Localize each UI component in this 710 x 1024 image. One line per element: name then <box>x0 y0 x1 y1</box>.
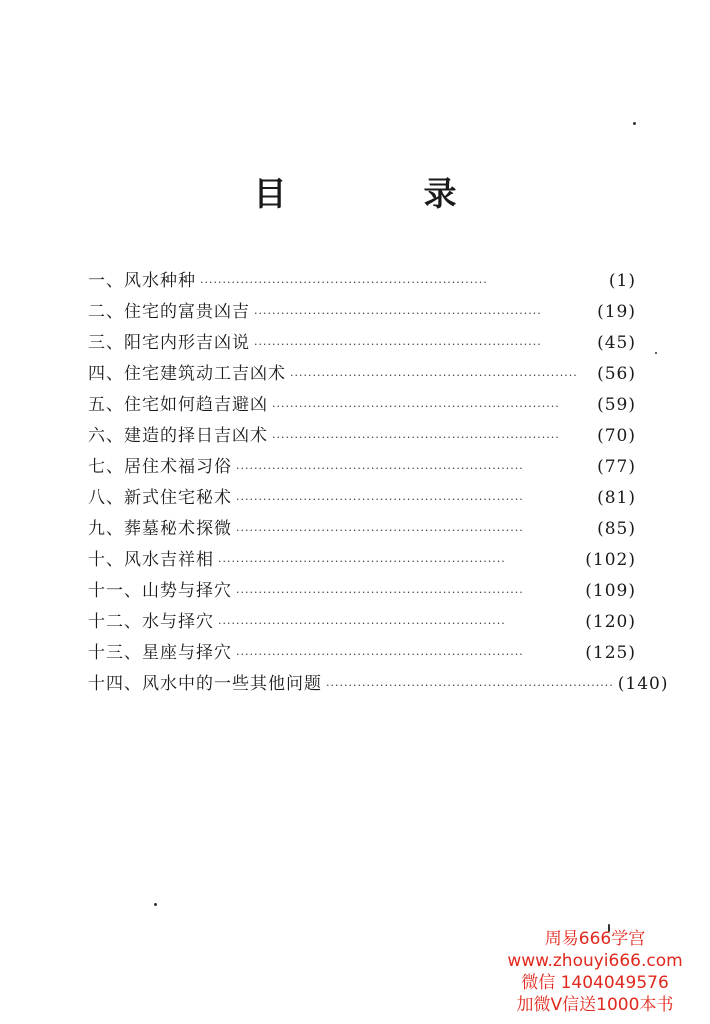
toc-entry-label: 一、风水种种 <box>88 271 196 291</box>
toc-entry-page: (85) <box>597 519 636 539</box>
dot-leader: ································································ <box>272 431 560 444</box>
toc-entry-label: 三、阳宅内形吉凶说 <box>88 333 250 353</box>
dot-leader: ································································ <box>326 679 614 692</box>
dot-leader: ································································ <box>254 338 542 351</box>
toc-entry-page: (1) <box>608 271 636 291</box>
toc-entry-page: (102) <box>585 550 636 570</box>
watermark-url: www.zhouyi666.com <box>507 951 683 971</box>
toc-entry-label: 十二、水与择穴 <box>88 612 214 632</box>
toc-entry-label: 九、葬墓秘术探微 <box>88 519 232 539</box>
dot-leader: ································································ <box>290 369 578 382</box>
toc-entry-label: 六、建造的择日吉凶术 <box>88 426 268 446</box>
dot-leader: ································································ <box>236 462 524 475</box>
toc-entry[interactable] <box>88 297 636 328</box>
toc-entry[interactable] <box>88 576 636 607</box>
watermark-line: 微信 1404049576 <box>521 973 669 993</box>
toc-entry[interactable] <box>88 545 636 576</box>
toc-entry[interactable] <box>88 359 636 390</box>
toc-entry[interactable] <box>88 483 636 514</box>
toc-entry-page: (56) <box>597 364 636 384</box>
toc-entry[interactable] <box>88 514 636 545</box>
toc-entry-page: (59) <box>597 395 636 415</box>
dot-leader: ································································ <box>254 307 542 320</box>
page-title: 目 录 <box>253 174 509 213</box>
toc-entry[interactable] <box>88 452 636 483</box>
toc-entry-label: 八、新式住宅秘术 <box>88 488 232 508</box>
toc-entry[interactable] <box>88 669 669 700</box>
scan-speck <box>154 903 157 906</box>
toc-entry-label: 四、住宅建筑动工吉凶术 <box>88 364 286 384</box>
toc-entry-label: 五、住宅如何趋吉避凶 <box>88 395 268 415</box>
toc-entry-page: (77) <box>597 457 636 477</box>
toc-entry-page: (70) <box>597 426 636 446</box>
table-of-contents <box>88 266 669 700</box>
dot-leader: ································································ <box>236 524 524 537</box>
toc-entry-page: (109) <box>585 581 636 601</box>
toc-entry-label: 十四、风水中的一些其他问题 <box>88 674 322 694</box>
toc-entry-page: (81) <box>597 488 636 508</box>
toc-entry-label: 十一、山势与择穴 <box>88 581 232 601</box>
toc-entry-label: 二、住宅的富贵凶吉 <box>88 302 250 322</box>
toc-entry[interactable] <box>88 390 636 421</box>
toc-entry[interactable] <box>88 328 636 359</box>
dot-leader: ································································ <box>218 617 506 630</box>
toc-entry-label: 十、风水吉祥相 <box>88 550 214 570</box>
scan-speck <box>655 352 657 354</box>
toc-entry-page: (125) <box>585 643 636 663</box>
dot-leader: ································································ <box>236 493 524 506</box>
toc-entry-page: (120) <box>585 612 636 632</box>
dot-leader: ································································ <box>200 276 488 289</box>
toc-entry[interactable] <box>88 638 636 669</box>
dot-leader: ································································ <box>236 586 524 599</box>
dot-leader: ································································ <box>272 400 560 413</box>
scan-speck <box>633 122 636 125</box>
dot-leader: ································································ <box>218 555 506 568</box>
watermark-line: 加微V信送1000本书 <box>516 995 674 1015</box>
watermark <box>490 928 700 1016</box>
watermark-line: 周易666学宫 <box>544 929 646 949</box>
toc-entry-page: (45) <box>597 333 636 353</box>
toc-entry-page: (19) <box>597 302 636 322</box>
toc-entry[interactable] <box>88 421 636 452</box>
toc-entry-label: 十三、星座与择穴 <box>88 643 232 663</box>
toc-entry[interactable] <box>88 266 636 297</box>
dot-leader: ································································ <box>236 648 524 661</box>
toc-entry-page: (140) <box>617 674 669 694</box>
toc-entry[interactable] <box>88 607 636 638</box>
toc-entry-label: 七、居住术福习俗 <box>88 457 232 477</box>
